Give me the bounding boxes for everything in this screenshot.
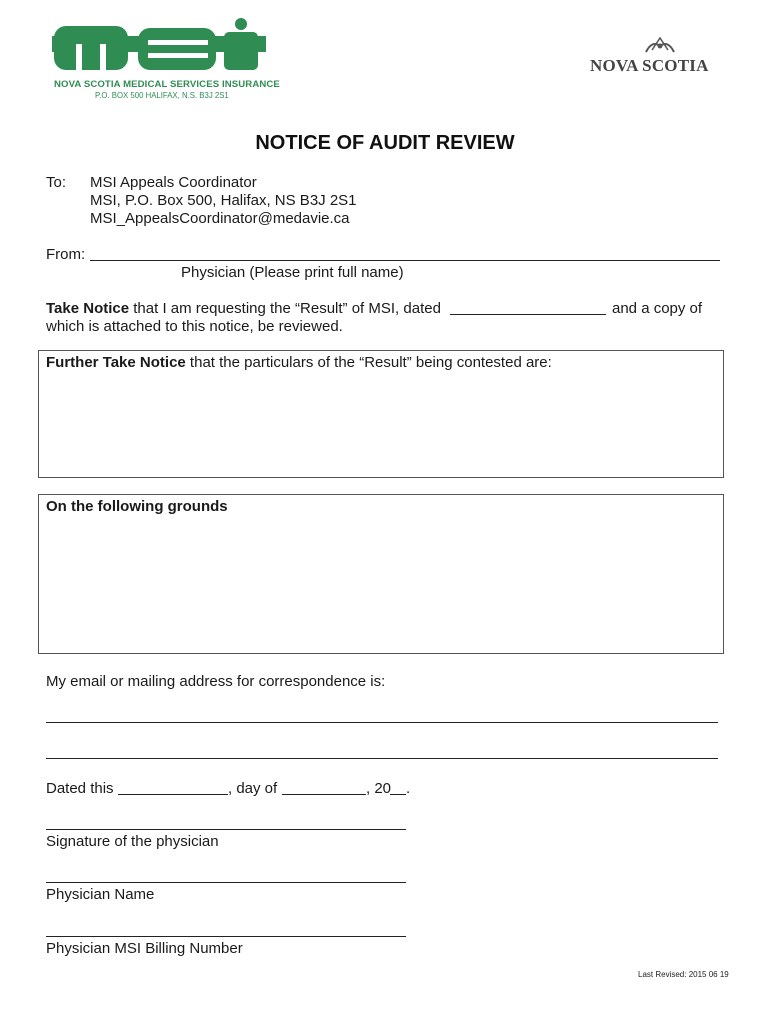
last-revised: Last Revised: 2015 06 19 [638,970,729,979]
year-suffix: . [406,780,411,797]
take-notice-bold: Take Notice [46,300,130,317]
correspondence-field-1[interactable] [46,722,718,723]
day-of-label: , day of [228,780,278,797]
msi-logo [48,18,280,106]
further-notice-body: that the particulars of the “Result” being contested are: [185,354,552,371]
grounds-label: On the following grounds [46,498,228,515]
to-label: To: [46,174,67,191]
signature-field[interactable] [46,829,406,830]
from-caption: Physician (Please print full name) [181,264,404,281]
take-notice-line1 [46,300,441,318]
physician-name-label: Physician Name [46,886,155,903]
dated-year-field[interactable] [390,794,406,795]
document-title: NOTICE OF AUDIT REVIEW [255,132,515,154]
year-prefix: , 20 [366,780,392,797]
from-name-field[interactable] [90,260,720,261]
take-notice-text: that I am requesting the “Result” of MSI, dated [129,300,441,317]
msi-address: P.O. BOX 500 HALIFAX, N.S. B3J 2S1 [95,91,229,100]
take-notice-line2: which is attached to this notice, be reviewed. [46,318,343,335]
from-label: From: [46,246,86,263]
dated-day-field[interactable] [118,794,228,795]
recipient-address: MSI, P.O. Box 500, Halifax, NS B3J 2S1 [90,192,357,209]
recipient-name: MSI Appeals Coordinator [90,174,257,191]
physician-name-field[interactable] [46,882,406,883]
grounds-box[interactable] [38,494,724,654]
further-notice-text [46,354,552,372]
billing-number-label: Physician MSI Billing Number [46,940,243,957]
msi-wordmark-graphic [52,18,266,72]
nova-scotia-logo [588,36,724,78]
dated-month-field[interactable] [282,794,366,795]
correspondence-label: My email or mailing address for correspondence is: [46,673,386,690]
result-date-field[interactable] [450,314,606,315]
further-notice-bold: Further Take Notice [46,354,186,371]
msi-subtitle: NOVA SCOTIA MEDICAL SERVICES INSURANCE [54,79,280,90]
correspondence-field-2[interactable] [46,758,718,759]
dated-this-label: Dated this [46,780,114,797]
recipient-email: MSI_AppealsCoordinator@medavie.ca [90,210,350,227]
take-notice-after: and a copy of [612,300,703,317]
nova-scotia-wordmark: NOVA SCOTIA [590,56,709,75]
particulars-box[interactable] [38,350,724,478]
thistle-icon [642,36,678,56]
billing-number-field[interactable] [46,936,406,937]
signature-label: Signature of the physician [46,833,219,850]
